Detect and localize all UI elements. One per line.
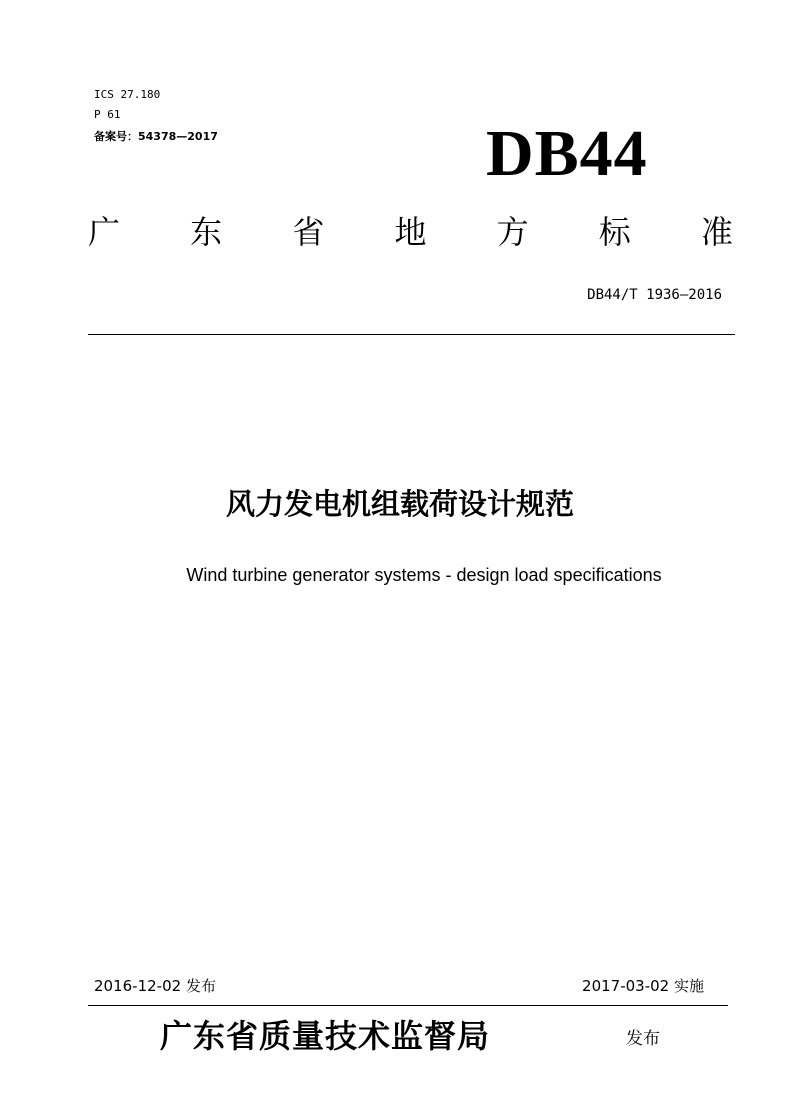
standard-title-char: 准 [700,213,733,251]
issue-date: 2016-12-02 发布 [94,977,216,995]
record-number: 备案号：54378—2017 [94,130,218,143]
document-title-chinese: 风力发电机组载荷设计规范 [225,487,574,521]
ccs-code: P 61 [94,108,121,121]
db44-logo: DB44 [486,117,648,190]
standard-title-char: 标 [598,213,631,251]
standard-title-char: 广 [88,213,121,251]
standard-title-char: 地 [394,213,427,251]
standard-title-char: 方 [496,213,529,251]
issuer-action-label: 发布 [626,1029,660,1049]
standard-number: DB44/T 1936—2016 [587,287,722,303]
top-divider [88,334,735,335]
issuing-authority: 广东省质量技术监督局 [160,1017,491,1055]
standard-category-title [88,210,733,254]
effective-date: 2017-03-02 实施 [582,977,704,995]
ics-code: ICS 27.180 [94,88,161,101]
standard-title-char: 东 [190,213,223,251]
bottom-divider [88,1005,728,1006]
standard-title-char: 省 [292,213,325,251]
document-title-english: Wind turbine generator systems - design load specifications [186,565,662,585]
